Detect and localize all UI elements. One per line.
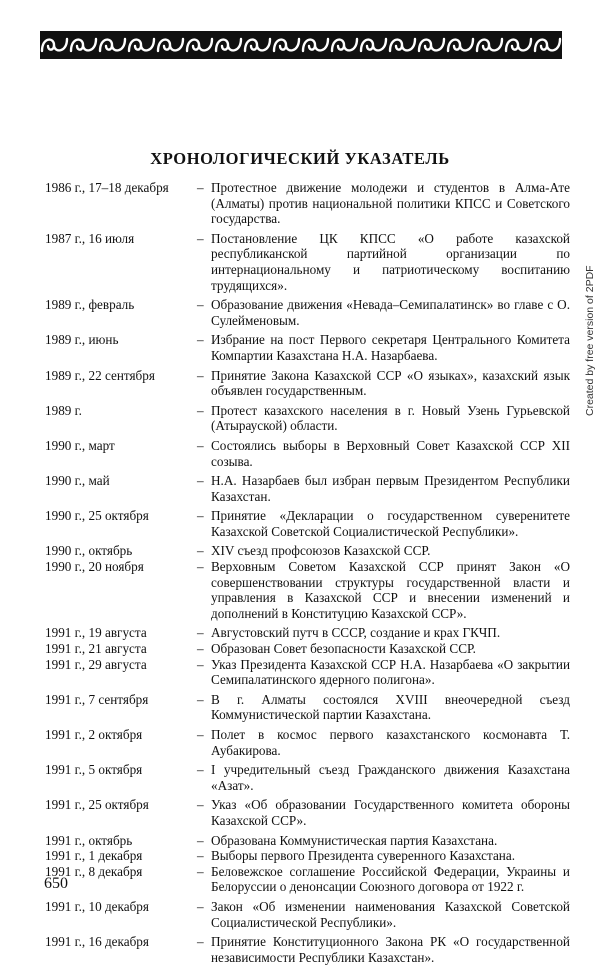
- entry-text: Образован Совет безопасности Казахской ССР.: [211, 641, 476, 657]
- entry-date: 1991 г., 29 августа: [45, 656, 147, 672]
- entry-text: Указ «Об образовании Государственного комитета обороны Казахской ССР».: [211, 797, 570, 828]
- list-item: 1991 г., 7 сентября – В г. Алматы состоялся XVIII внеочередной съезд Коммунистической партии Казахстана.: [45, 691, 570, 723]
- entry-text: Принятие Конституционного Закона РК «О государственной независимости Республики Казахстан».: [211, 934, 570, 965]
- entry-date: 1991 г., 21 августа: [45, 641, 147, 657]
- entry-text: В г. Алматы состоялся XVIII внеочередной съезд Коммунистической партии Казахстана.: [211, 691, 570, 723]
- entry-text: Протест казахского населения в г. Новый Узень Гурьевской (Атырауской) области.: [211, 402, 570, 434]
- page-number: 650: [44, 875, 68, 892]
- entry-text: XIV съезд профсоюзов Казахской ССР.: [211, 543, 431, 559]
- list-item: 1990 г., март – Состоялись выборы в Верховный Совет Казахской ССР XII созыва.: [45, 437, 570, 469]
- entry-date: 1989 г.: [45, 402, 82, 418]
- entry-text: Протестное движение молодежи и студентов в Алма-Ате (Алматы) против национальной политики КПСС и Советского государства.: [211, 180, 570, 227]
- entry-date: 1991 г., 25 октября: [45, 797, 149, 813]
- list-item: 1991 г., 25 октября – Указ «Об образовании Государственного комитета обороны Казахской ССР».: [45, 797, 570, 828]
- list-item: 1991 г., 8 декабря – Беловежское соглашение Российской Федерации, Украины и Белоруссии о денонсации Союзного договора от 1922 г.: [45, 863, 570, 895]
- entry-date: 1986 г., 17–18 декабря: [45, 180, 169, 195]
- entry-text: Августовский путч в СССР, создание и крах ГКЧП.: [211, 625, 501, 641]
- list-item: 1991 г., 21 августа – Образован Совет безопасности Казахской ССР.: [45, 641, 570, 657]
- entry-date: 1990 г., 25 октября: [45, 508, 149, 524]
- list-item: 1986 г., 17–18 декабря – Протестное движение молодежи и студентов в Алма-Ате (Алматы) против национальной политики КПСС и Советского государства.: [45, 180, 570, 227]
- entry-date: 1990 г., 20 ноября: [45, 559, 144, 575]
- entry-date: 1990 г., май: [45, 473, 110, 489]
- list-item: 1991 г., 5 октября – I учредительный съезд Гражданского движения Казахстана «Азат».: [45, 762, 570, 793]
- watermark: Created by free version of 2PDF: [584, 265, 596, 416]
- entry-date: 1991 г., 19 августа: [45, 625, 147, 641]
- entry-date: 1991 г., 1 декабря: [45, 848, 143, 864]
- list-item: 1990 г., май – Н.А. Назарбаев был избран первым Президентом Республики Казахстан.: [45, 473, 570, 504]
- list-item: 1991 г., 29 августа – Указ Президента Казахской ССР Н.А. Назарбаева «О закрытии Семипалатинского ядерного полигона».: [45, 656, 570, 688]
- entry-text: Указ Президента Казахской ССР Н.А. Назарбаева «О закрытии Семипалатинского ядерного полигона».: [211, 656, 570, 688]
- entry-text: Полет в космос первого казахстанского космонавта Т. Аубакирова.: [211, 727, 570, 758]
- entry-date: 1991 г., 16 декабря: [45, 934, 149, 950]
- entry-text: Н.А. Назарбаев был избран первым Президентом Республики Казахстан.: [211, 473, 570, 504]
- list-item: 1987 г., 16 июля – Постановление ЦК КПСС «О работе казахской республиканской партийной организации по интернациональному и патриотическому воспитанию трудящихся».: [45, 230, 570, 293]
- chronology-list: [45, 180, 570, 969]
- entry-text: I учредительный съезд Гражданского движения Казахстана «Азат».: [211, 762, 570, 793]
- list-item: 1989 г., июнь – Избрание на пост Первого секретаря Центрального Комитета Компартии Казахстана Н.А. Назарбаева.: [45, 332, 570, 363]
- list-item: 1990 г., 25 октября – Принятие «Декларации о государственном суверенитете Казахской Советской Социалистической Республики».: [45, 508, 570, 539]
- entry-text: Принятие «Декларации о государственном суверенитете Казахской Советской Социалистической Республики».: [211, 508, 570, 539]
- list-item: 1991 г., 1 декабря – Выборы первого Президента суверенного Казахстана.: [45, 848, 570, 864]
- list-item: 1991 г., 19 августа – Августовский путч в СССР, создание и крах ГКЧП.: [45, 625, 570, 641]
- entry-text: Образована Коммунистическая партия Казахстана.: [211, 832, 498, 848]
- entry-text: Выборы первого Президента суверенного Казахстана.: [211, 848, 516, 864]
- entry-text: Закон «Об изменении наименования Казахской Советской Социалистической Республики».: [211, 898, 570, 930]
- list-item: 1990 г., октябрь – XIV съезд профсоюзов Казахской ССР.: [45, 543, 570, 559]
- entry-date: 1991 г., 2 октября: [45, 727, 143, 742]
- entry-text: Избрание на пост Первого секретаря Центрального Комитета Компартии Казахстана Н.А. Назарбаева.: [211, 332, 570, 363]
- list-item: 1991 г., 2 октября – Полет в космос первого казахстанского космонавта Т. Аубакирова.: [45, 727, 570, 758]
- entry-date: 1990 г., октябрь: [45, 543, 133, 559]
- list-item: 1990 г., 20 ноября – Верховным Советом Казахской ССР принят Закон «О совершенствовании структуры государственной власти и управления в Казахской ССР и внесении изменений и дополнений в Конституцию Казахской ССР».: [45, 559, 570, 621]
- entry-text: Верховным Советом Казахской ССР принят Закон «О совершенствовании структуры государственной власти и управления в Казахской ССР и внесении изменений и дополнений в Конституцию Казахской ССР».: [211, 559, 570, 621]
- entry-date: 1991 г., 5 октября: [45, 762, 143, 778]
- list-item: 1991 г., октябрь – Образована Коммунистическая партия Казахстана.: [45, 833, 570, 849]
- entry-text: Беловежское соглашение Российской Федерации, Украины и Белоруссии о денонсации Союзного договора от 1922 г.: [211, 863, 570, 895]
- entry-date: 1989 г., февраль: [45, 297, 135, 313]
- page-title: ХРОНОЛОГИЧЕСКИЙ УКАЗАТЕЛЬ: [150, 149, 450, 168]
- ornament-border: [40, 31, 562, 59]
- entry-date: 1987 г., 16 июля: [45, 230, 135, 246]
- entry-text: Постановление ЦК КПСС «О работе казахской республиканской партийной организации по интернациональному и патриотическому воспитанию трудящихся».: [211, 230, 570, 293]
- entry-date: 1990 г., март: [45, 437, 115, 453]
- entry-date: 1989 г., июнь: [45, 332, 119, 348]
- entry-text: Образование движения «Невада–Семипалатинск» во главе с О. Сулейменовым.: [211, 297, 570, 328]
- list-item: 1991 г., 10 декабря – Закон «Об изменении наименования Казахской Советской Социалистической Республики».: [45, 898, 570, 930]
- entry-date: 1991 г., 10 декабря: [45, 898, 149, 914]
- entry-date: 1991 г., октябрь: [45, 832, 133, 848]
- list-item: 1989 г., февраль – Образование движения «Невада–Семипалатинск» во главе с О. Сулейменовым.: [45, 297, 570, 328]
- entry-date: 1991 г., 7 сентября: [45, 691, 149, 707]
- list-item: 1989 г. – Протест казахского населения в г. Новый Узень Гурьевской (Атырауской) области.: [45, 402, 570, 434]
- list-item: 1991 г., 16 декабря – Принятие Конституционного Закона РК «О государственной независимости Республики Казахстан».: [45, 934, 570, 965]
- entry-date: 1989 г., 22 сентября: [45, 367, 155, 383]
- list-item: 1989 г., 22 сентября – Принятие Закона Казахской ССР «О языках», казахский язык объявлен государственным.: [45, 367, 570, 399]
- entry-text: Принятие Закона Казахской ССР «О языках», казахский язык объявлен государственным.: [211, 367, 570, 399]
- entry-text: Состоялись выборы в Верховный Совет Казахской ССР XII созыва.: [211, 437, 570, 469]
- entry-date: 1991 г., 8 декабря: [45, 863, 143, 879]
